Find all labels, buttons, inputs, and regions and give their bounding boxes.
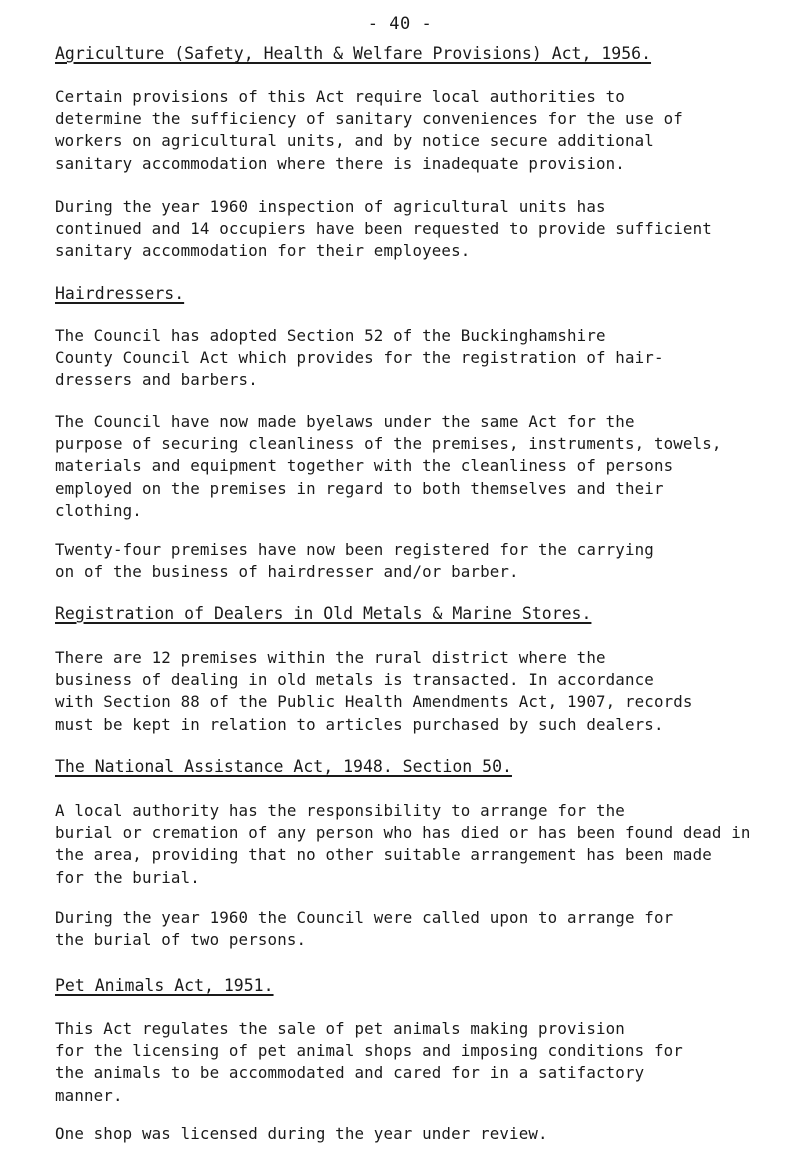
paragraph-agriculture-inspection: During the year 1960 inspection of agricultural units has continued and 14 occupiers have been requested to provide sufficient sanitary accommodation for their employees. <box>55 197 712 261</box>
heading-agriculture-act: Agriculture (Safety, Health & Welfare Provisions) Act, 1956. <box>55 44 652 63</box>
heading-pet-animals-act: Pet Animals Act, 1951. <box>55 976 274 995</box>
paragraph-agriculture-provisions: Certain provisions of this Act require local authorities to determine the sufficiency of sanitary conveniences for the use of workers on agricultural units, and by notice secure additional sanitary accommodation where there is inadequate provision. <box>55 87 683 173</box>
heading-hairdressers: Hairdressers. <box>55 284 185 303</box>
paragraph-old-metals-premises: There are 12 premises within the rural district where the business of dealing in old metals is transacted. In accordance with Section 88 of the Public Health Amendments Act, 1907, records must be kept in relation to articles purchased by such dealers. <box>55 648 693 734</box>
heading-old-metals: Registration of Dealers in Old Metals & Marine Stores. <box>55 604 592 623</box>
paragraph-pet-animals-licensed: One shop was licensed during the year under review. <box>55 1124 548 1143</box>
paragraph-hairdressers-byelaws: The Council have now made byelaws under the same Act for the purpose of securing cleanliness of the premises, instruments, towels, materials and equipment together with the cleanliness of persons employed on the premises in regard to both themselves and their clothing. <box>55 412 722 520</box>
paragraph-national-assistance-1960: During the year 1960 the Council were called upon to arrange for the burial of two persons. <box>55 908 674 950</box>
paragraph-national-assistance-burial: A local authority has the responsibility to arrange for the burial or cremation of any person who has died or has been found dead in the area, providing that no other suitable arrangement has been made for the burial. <box>55 801 751 887</box>
paragraph-pet-animals-regulation: This Act regulates the sale of pet animals making provision for the licensing of pet animal shops and imposing conditions for the animals to be accommodated and cared for in a satifactory manner. <box>55 1019 683 1105</box>
paragraph-hairdressers-section-52: The Council has adopted Section 52 of the Buckinghamshire County Council Act which provides for the registration of hair- dressers and barbers. <box>55 326 664 390</box>
page-number: - 40 - <box>367 14 433 34</box>
heading-national-assistance-act: The National Assistance Act, 1948. Section 50. <box>55 757 512 776</box>
paragraph-hairdressers-registered: Twenty-four premises have now been registered for the carrying on of the business of hairdresser and/or barber. <box>55 540 654 582</box>
